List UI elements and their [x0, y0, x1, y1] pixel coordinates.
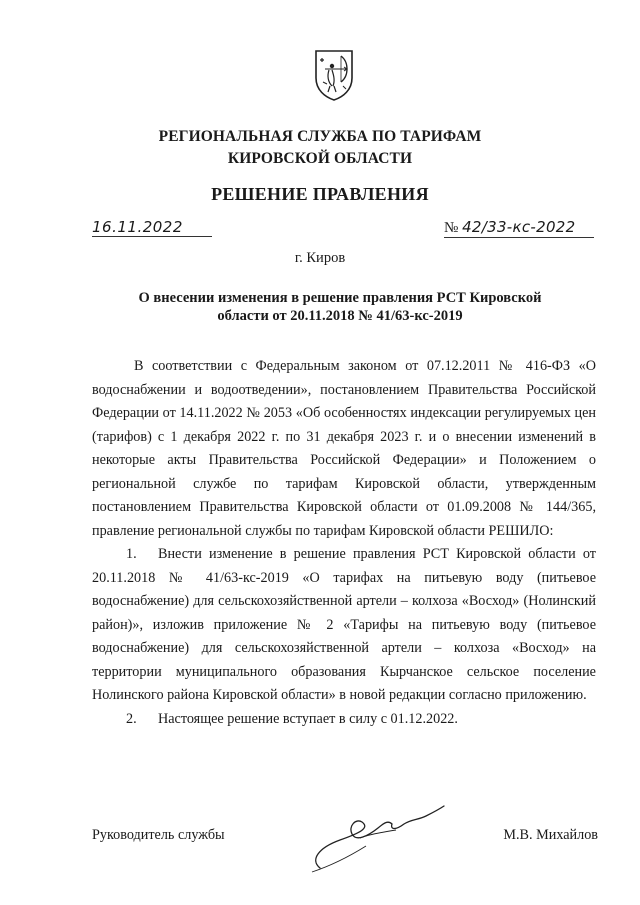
decision-body [92, 355, 596, 731]
document-type-title: РЕШЕНИЕ ПРАВЛЕНИЯ [211, 184, 429, 204]
number-sign: № [444, 220, 459, 236]
number-value: 42/33-кс-2022 [462, 218, 576, 236]
subject-line2: области от 20.11.2018 № 41/63-кс-2019 [217, 308, 463, 324]
city-label: г. Киров [294, 250, 346, 266]
decision-subject [120, 289, 560, 325]
document-date: 16.11.2022 [92, 218, 212, 237]
organization-name-line1: РЕГИОНАЛЬНАЯ СЛУЖБА ПО ТАРИФАМ [158, 128, 482, 145]
item-text: Внести изменение в решение правления РСТ Кировской области от 20.11.2018 № 41/63-кс-2019 «О тарифах на питьевую воду (питьевое водоснабжение) для сельскохозяйственной артели – колхоза «Восход» (Нолинский район)», изложив приложение № 2 «Тарифы на питьевую воду (питьевое водоснабжение) для сельскохозяйственной артели – колхоза «Восход» на территории муниципального образования Кырчанское сельское поселение Нолинского района Кировской области» в новой редакции согласно приложению. [92, 546, 596, 703]
handwritten-signature-icon [300, 800, 450, 875]
decision-item [92, 708, 596, 732]
item-number: 1. [126, 546, 137, 562]
item-text: Настоящее решение вступает в силу с 01.12.2022. [158, 710, 458, 727]
subject-line1: О внесении изменения в решение правления РСТ Кировской [138, 290, 542, 306]
decision-item [92, 543, 596, 708]
organization-name-line2: КИРОВСКОЙ ОБЛАСТИ [227, 150, 413, 167]
preamble-paragraph: В соответствии с Федеральным законом от 07.12.2011 № 416-ФЗ «О водоснабжении и водоотведении», постановлением Правительства Российской Федерации от 14.11.2022 № 2053 «Об особенностях индексации регулируемых цен (тарифов) с 1 декабря 2022 г. по 31 декабря 2023 г. и о внесении изменений в некоторые акты Правительства Российской Федерации» и Положением о региональной службе по тарифам Кировской области, утвержденным постановлением Правительства Кировской области от 01.09.2008 № 144/365, правление региональной службы по тарифам Кировской области РЕШИЛО: [92, 358, 596, 539]
item-number: 2. [126, 710, 137, 727]
document-number [444, 218, 594, 238]
signer-name: М.В. Михайлов [503, 827, 598, 843]
kirov-coat-of-arms-icon [313, 48, 355, 102]
signer-role: Руководитель службы [92, 827, 225, 843]
